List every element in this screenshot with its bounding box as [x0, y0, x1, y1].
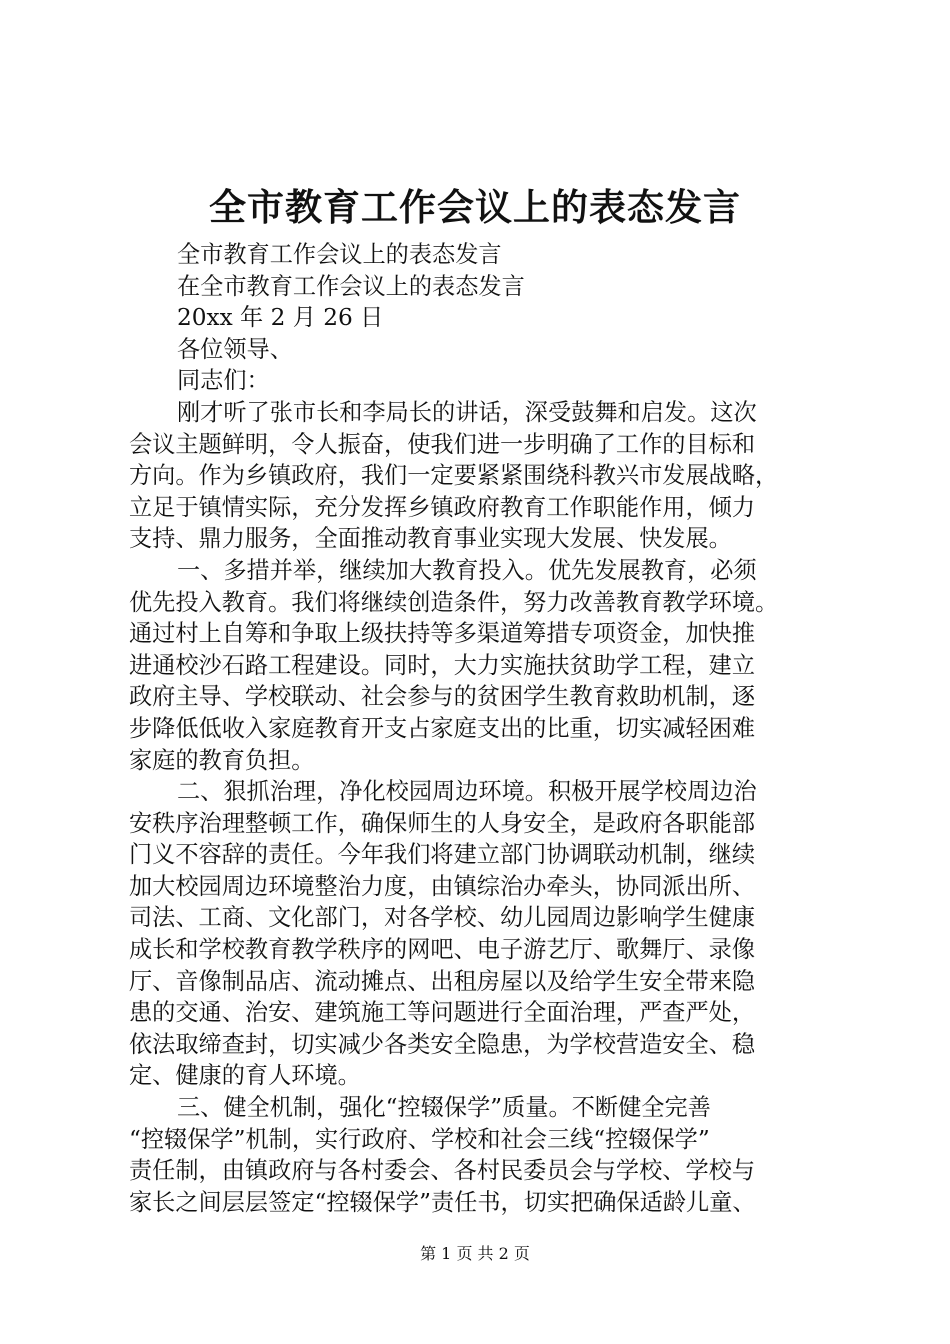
date-line: 20xx 年 2 月 26 日: [177, 304, 384, 332]
paragraph-line: 家长之间层层签定“控辍保学”责任书，切实把确保适龄儿童、: [129, 1188, 756, 1216]
paragraph-line: 进通校沙石路工程建设。同时，大力实施扶贫助学工程，建立: [129, 651, 756, 679]
paragraph-line: 厅、音像制品店、流动摊点、出租房屋以及给学生安全带来隐: [129, 967, 756, 995]
paragraph-line: 患的交通、治安、建筑施工等问题进行全面治理，严查严处，: [129, 999, 756, 1027]
paragraph-line: 责任制，由镇政府与各村委会、各村民委员会与学校、学校与: [129, 1157, 756, 1185]
paragraph-section-3: [129, 1092, 829, 1218]
paragraph-line: 立足于镇情实际，充分发挥乡镇政府教育工作职能作用，倾力: [129, 493, 756, 521]
paragraph-line: 加大校园周边环境整治力度，由镇综治办牵头，协同派出所、: [129, 872, 756, 900]
paragraph-section-2: [129, 776, 829, 1092]
salutation-line: 同志们：: [177, 367, 270, 395]
paragraph-line: 定、健康的育人环境。: [129, 1062, 361, 1090]
paragraph-line: 家庭的教育负担。: [129, 746, 315, 774]
paragraph-line: “控辍保学”机制，实行政府、学校和社会三线“控辍保学”: [129, 1125, 710, 1153]
paragraph-section-1: [129, 555, 829, 776]
paragraph-line: 步降低低收入家庭教育开支占家庭支出的比重，切实减轻困难: [129, 714, 756, 742]
paragraph-line: 刚才听了张市长和李局长的讲话，深受鼓舞和启发。这次: [177, 398, 757, 426]
paragraph-line: 政府主导、学校联动、社会参与的贫困学生教育救助机制，逐: [129, 683, 756, 711]
paragraph-line: 优先投入教育。我们将继续创造条件，努力改善教育教学环境。: [129, 588, 779, 616]
paragraph-line: 支持、鼎力服务，全面推动教育事业实现大发展、快发展。: [129, 525, 732, 553]
page-number-footer: 第 1 页 共 2 页: [420, 1244, 530, 1263]
paragraph-line: 三、健全机制，强化“控辍保学”质量。不断健全完善: [177, 1094, 711, 1122]
paragraph-line: 方向。作为乡镇政府，我们一定要紧紧围绕科教兴市发展战略，: [129, 462, 779, 490]
paragraph-line: 依法取缔查封，切实减少各类安全隐患，为学校营造安全、稳: [129, 1030, 756, 1058]
document-title: 全市教育工作会议上的表态发言: [209, 185, 741, 229]
header-line: 在全市教育工作会议上的表态发言: [177, 272, 525, 300]
paragraph-line: 门义不容辞的责任。今年我们将建立部门协调联动机制，继续: [129, 841, 756, 869]
header-line: 全市教育工作会议上的表态发言: [177, 241, 502, 268]
paragraph-line: 司法、工商、文化部门，对各学校、幼儿园周边影响学生健康: [129, 904, 756, 932]
paragraph-line: 安秩序治理整顿工作，确保师生的人身安全，是政府各职能部: [129, 809, 756, 837]
paragraph-line: 会议主题鲜明，令人振奋，使我们进一步明确了工作的目标和: [129, 430, 756, 458]
document-body: [129, 239, 829, 1218]
paragraph-line: 通过村上自筹和争取上级扶持等多渠道筹措专项资金，加快推: [129, 620, 756, 648]
salutation-line: 各位领导、: [177, 335, 293, 363]
paragraph-line: 二、狠抓治理，净化校园周边环境。积极开展学校周边治: [177, 778, 757, 806]
paragraph-line: 一、多措并举，继续加大教育投入。优先发展教育，必须: [177, 556, 757, 584]
paragraph-line: 成长和学校教育教学秩序的网吧、电子游艺厅、歌舞厅、录像: [129, 936, 756, 964]
paragraph-intro: [129, 397, 829, 555]
